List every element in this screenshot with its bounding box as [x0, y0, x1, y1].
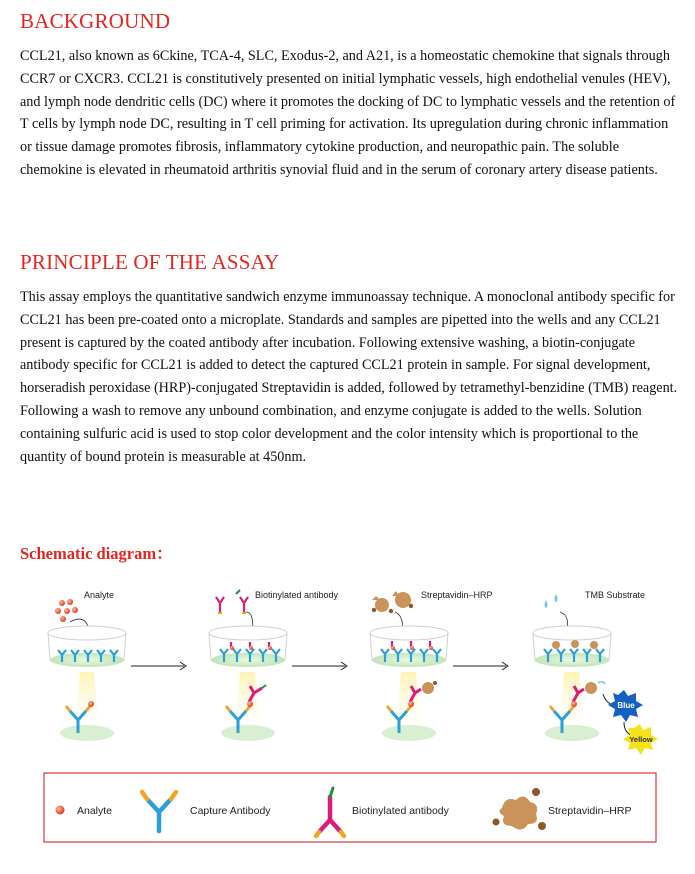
legend-analyte-label: Analyte — [77, 805, 113, 817]
legend-box — [44, 773, 656, 842]
background-title: BACKGROUND — [20, 9, 171, 33]
legend-streptavidin-hrp-label: Streptavidin–HRP — [548, 805, 632, 817]
principle-paragraph: This assay employs the quantitative sandwich enzyme immunoassay technique. A monoclonal antibody specific for CCL21 has been pre-coated onto a microplate. Standards and samples are pipetted into the wells and any CCL21 present is captured by the coated antibody after incubation. Following extensive washing, a biotin-conjugate antibody specific for CCL21 is added to detect the captured CCL21 protein in sample. For signal development, horseradish peroxidase (HRP)-conjugated Streptavidin is added, followed by tetramethyl-benzidine (TMB) reagent. Following a wash to remove any unbound combination, and enzyme conjugate is added to the wells. Solution containing sulfuric acid is used to stop color development and the color intensity which is proportional to the quantity of bound protein is measurable at 450nm. — [20, 289, 678, 465]
yellow-badge-label: Yellow — [629, 735, 653, 744]
principle-title: PRINCIPLE OF THE ASSAY — [20, 250, 280, 274]
step-4-tmb-substrate — [533, 590, 658, 755]
yellow-badge — [623, 724, 658, 755]
flow-arrow-1 — [131, 662, 186, 670]
step-4-label: TMB Substrate — [585, 590, 646, 600]
flow-arrow-2 — [292, 662, 347, 670]
legend-biotinylated-antibody-label: Biotinylated antibody — [352, 805, 449, 817]
step-2-label: Biotinylated antibody — [255, 590, 339, 600]
step-3-label: Streptavidin–HRP — [421, 590, 493, 600]
legend-capture-antibody-label: Capture Antibody — [190, 805, 271, 817]
step-1-analyte — [48, 590, 126, 741]
background-paragraph: CCL21, also known as 6Ckine, TCA-4, SLC, Exodus-2, and A21, is a homeostatic chemokine that signals through CCR7 or CXCR3. CCL21 is constitutively presented on initial lymphatic vessels, high endothelial venules (HEV), and lymph node dendritic cells (DC) where it promotes the docking of DC to lymphatic vessels and the retention of T cells by lymph node DC, resulting in T cell priming for activation. Its upregulation during chronic inflammation or tissue damage promotes fibrosis, inflammatory cytokine production, and neuropathic pain. The soluble chemokine is elevated in rheumatoid arthritis synovial fluid and in the serum of coronary artery disease patients. — [20, 48, 676, 178]
schematic-title: Schematic diagram： — [20, 544, 173, 563]
analyte-icon — [56, 806, 65, 815]
step-1-label: Analyte — [84, 590, 115, 600]
blue-badge-label: Blue — [617, 701, 635, 710]
analyte-cluster — [55, 599, 78, 622]
flow-arrow-3 — [453, 662, 508, 670]
blue-badge — [608, 690, 643, 722]
